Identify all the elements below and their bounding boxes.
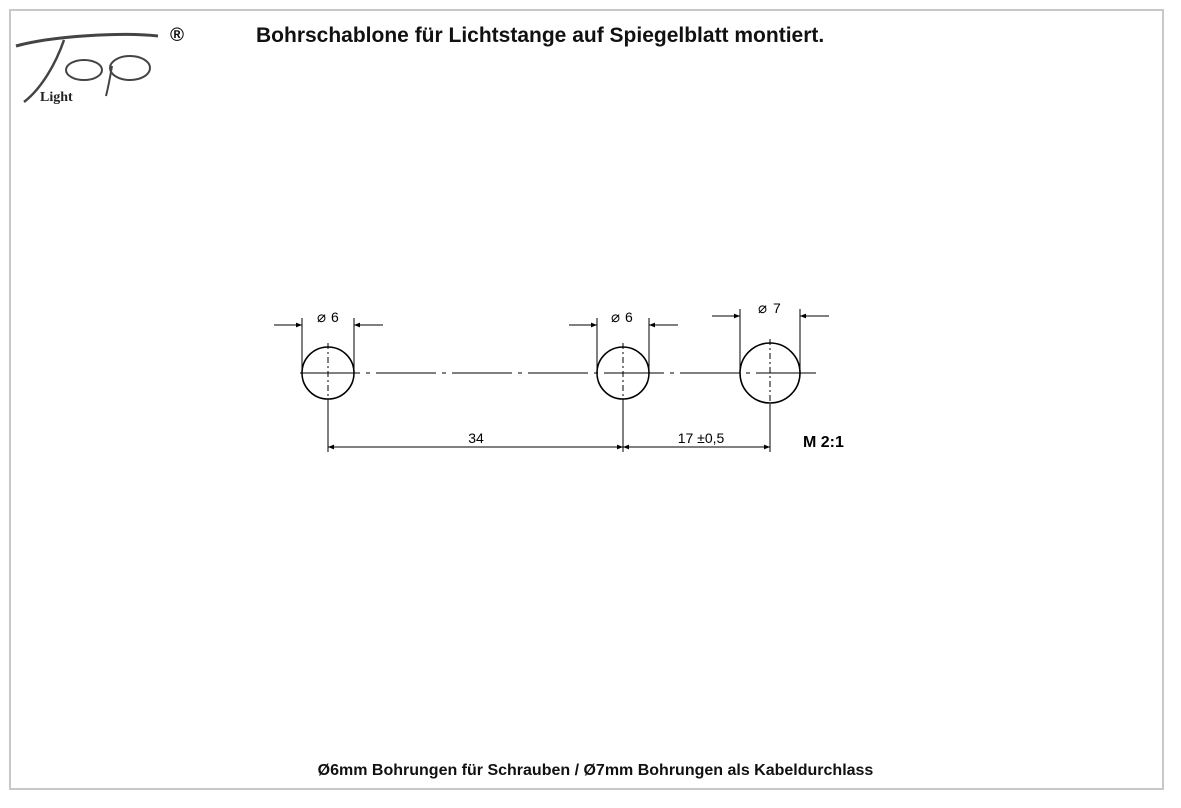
logo-subtext: Light [40, 90, 73, 105]
registered-mark: ® [170, 25, 184, 46]
diameter-icon: ⌀ [317, 309, 327, 326]
spacing-dimensions [328, 400, 770, 452]
dimension-34-label: 34 [468, 430, 484, 446]
diameter-icon: ⌀ [611, 309, 621, 326]
hole-1-diameter-label: 6 [331, 309, 339, 325]
page-title: Bohrschablone für Lichtstange auf Spiegelblatt montiert. [256, 24, 825, 47]
hole-3-diameter-label: 7 [773, 300, 781, 316]
footer-note: Ø6mm Bohrungen für Schrauben / Ø7mm Bohrungen als Kabeldurchlass [317, 762, 874, 779]
hole-2 [569, 309, 678, 403]
diameter-icon: ⌀ [758, 300, 768, 317]
dimension-17-label: 17 ±0,5 [677, 430, 725, 446]
scale-label: M 2:1 [803, 434, 844, 451]
hole-2-diameter-label: 6 [625, 309, 633, 325]
footer-note-wrapper [0, 762, 1181, 780]
hole-3 [712, 300, 829, 407]
hole-1 [274, 309, 383, 403]
